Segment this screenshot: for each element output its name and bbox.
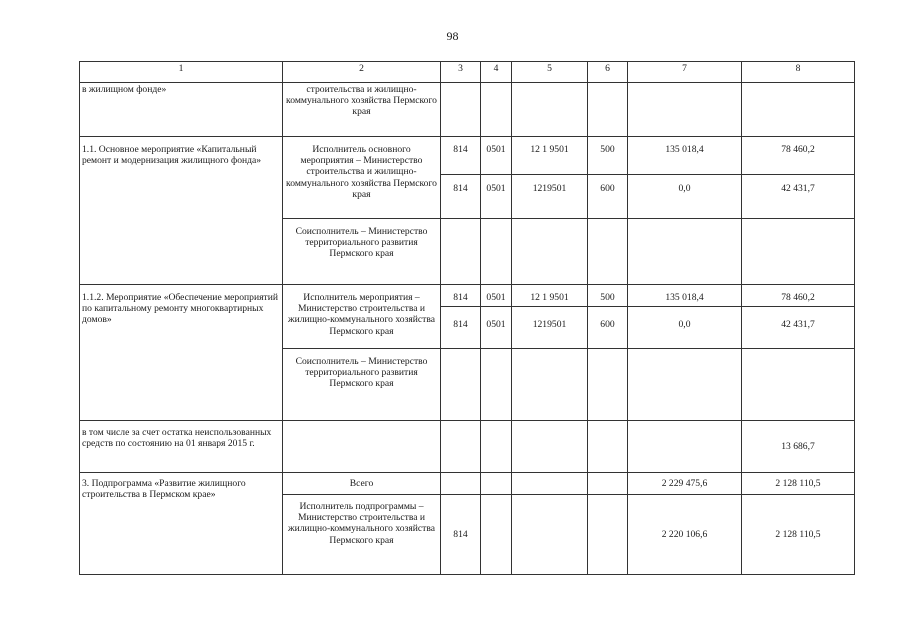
activity-name: 1.1. Основное мероприятие «Капитальный ремонт и модернизация жилищного фонда» [80, 137, 283, 285]
table-row [80, 83, 855, 137]
csr-cell: 12 1 9501 [512, 285, 588, 307]
csr-cell: 1219501 [512, 175, 588, 219]
grbs-cell: 814 [441, 285, 481, 307]
csr-cell: 12 1 9501 [512, 137, 588, 175]
page-number: 98 [446, 29, 459, 43]
activity-name: в том числе за счет остатка неиспользованных средств по состоянию на 01 января 2015 г. [80, 421, 283, 473]
header-cell-5: 5 [512, 62, 588, 83]
header-cell-2: 2 [283, 62, 441, 83]
executor-cell: Исполнитель подпрограммы – Министерство строительства и жилищно-коммунального хозяйства Пермского края [283, 495, 441, 575]
co-executor-cell: Соисполнитель – Министерство территориального развития Пермского края [283, 349, 441, 421]
total-label: Всего [283, 473, 441, 495]
executor-cell: строительства и жилищно-коммунального хозяйства Пермского края [283, 83, 441, 137]
rzpr-cell: 0501 [481, 137, 512, 175]
rzpr-cell: 0501 [481, 175, 512, 219]
value-col8: 2 128 110,5 [742, 473, 855, 495]
header-row [80, 62, 855, 83]
grbs-cell: 814 [441, 175, 481, 219]
value-col8: 2 128 110,5 [742, 495, 855, 575]
rzpr-cell: 0501 [481, 307, 512, 349]
rzpr-cell: 0501 [481, 285, 512, 307]
header-cell-1: 1 [80, 62, 283, 83]
value-col8: 42 431,7 [742, 175, 855, 219]
table-row [80, 285, 855, 307]
value-col7: 2 229 475,6 [628, 473, 742, 495]
value-col8: 78 460,2 [742, 285, 855, 307]
grbs-cell: 814 [441, 307, 481, 349]
value-col7: 2 220 106,6 [628, 495, 742, 575]
grbs-cell: 814 [441, 137, 481, 175]
table-row [80, 421, 855, 473]
activity-name: в жилищном фонде» [80, 83, 283, 137]
budget-table [79, 61, 855, 575]
header-cell-8: 8 [742, 62, 855, 83]
activity-name: 1.1.2. Мероприятие «Обеспечение мероприятий по капитальному ремонту многоквартирных домов» [80, 285, 283, 421]
header-cell-6: 6 [588, 62, 628, 83]
table-row [80, 137, 855, 175]
table-row [80, 473, 855, 495]
executor-cell: Исполнитель мероприятия – Министерство строительства и жилищно-коммунального хозяйства Пермского края [283, 285, 441, 349]
vr-cell: 600 [588, 307, 628, 349]
csr-cell: 1219501 [512, 307, 588, 349]
header-cell-7: 7 [628, 62, 742, 83]
value-col7: 135 018,4 [628, 137, 742, 175]
value-col8: 13 686,7 [742, 421, 855, 473]
value-col8: 42 431,7 [742, 307, 855, 349]
header-cell-4: 4 [481, 62, 512, 83]
value-col8: 78 460,2 [742, 137, 855, 175]
grbs-cell: 814 [441, 495, 481, 575]
co-executor-cell: Соисполнитель – Министерство территориального развития Пермского края [283, 219, 441, 285]
value-col7: 135 018,4 [628, 285, 742, 307]
executor-cell: Исполнитель основного мероприятия – Министерство строительства и жилищно-коммунального хозяйства Пермского края [283, 137, 441, 219]
activity-name: 3. Подпрограмма «Развитие жилищного строительства в Пермском крае» [80, 473, 283, 575]
value-col7: 0,0 [628, 307, 742, 349]
header-cell-3: 3 [441, 62, 481, 83]
vr-cell: 500 [588, 285, 628, 307]
value-col7: 0,0 [628, 175, 742, 219]
vr-cell: 500 [588, 137, 628, 175]
vr-cell: 600 [588, 175, 628, 219]
